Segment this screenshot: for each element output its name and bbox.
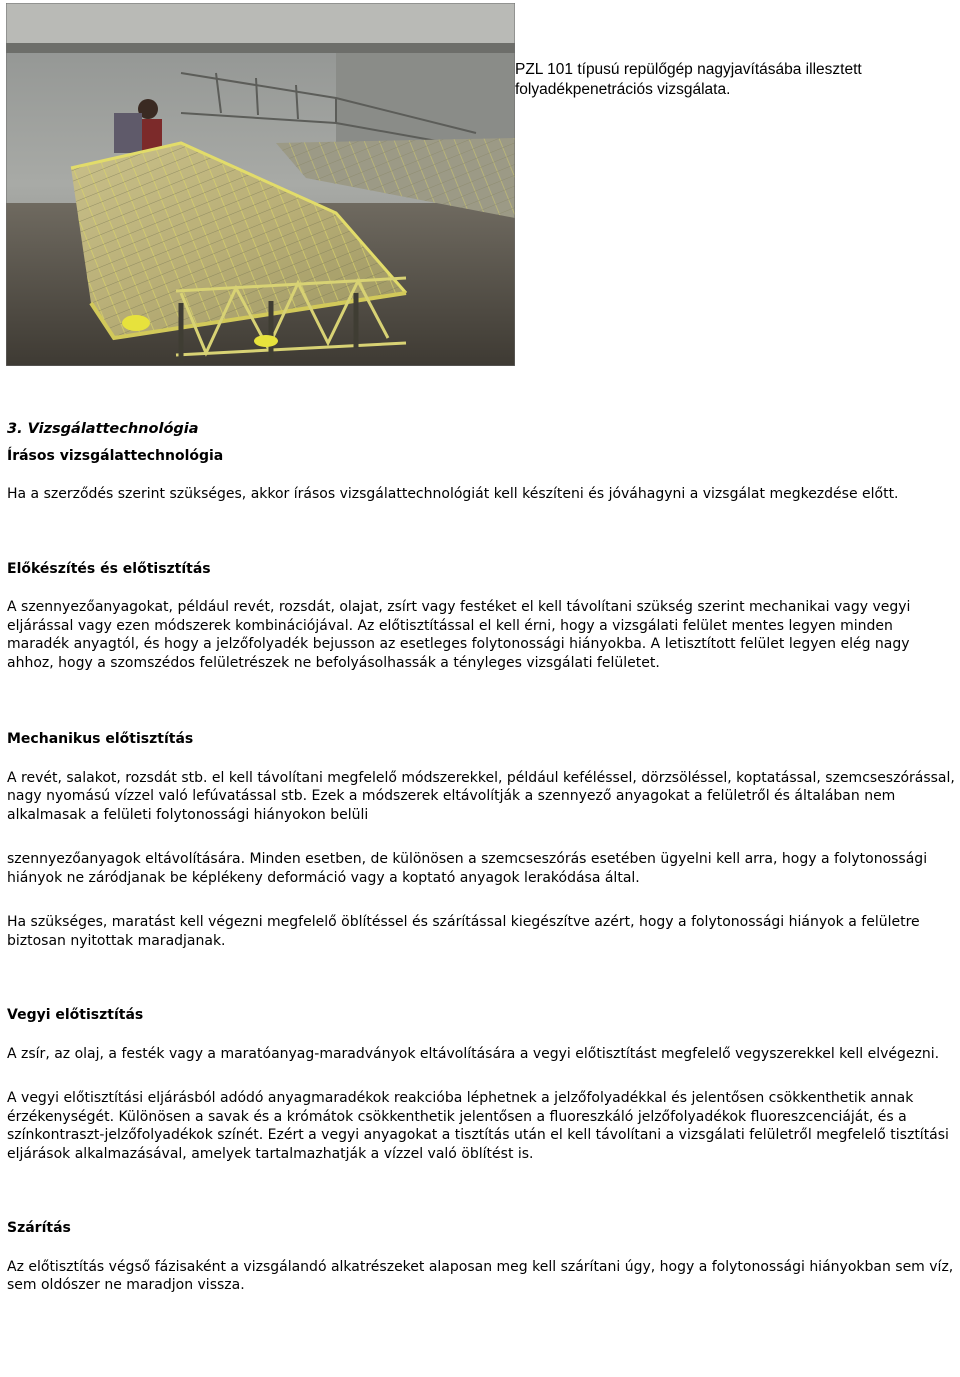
mech-heading: Mechanikus előtisztítás <box>7 731 194 747</box>
section-subtitle: Írásos vizsgálattechnológia <box>7 447 224 464</box>
dry-paragraph: Az előtisztítás végső fázisaként a vizsgálandó alkatrészeket alaposan meg kell szárítani úgy, hogy a folytonossági hiányokban sem víz, sem oldószer ne maradjon vissza. <box>7 1258 954 1293</box>
chem-heading: Vegyi előtisztítás <box>7 1007 144 1023</box>
photo-caption <box>515 60 955 100</box>
mech-paragraph-3: Ha szükséges, maratást kell végezni megfelelő öblítéssel és szárítással kiegészítve azért, hogy a folytonossági hiányok a felületre biztosan nyitottak maradjanak. <box>7 914 920 949</box>
prep-paragraph: A szennyezőanyagokat, például revét, rozsdát, olajat, zsírt vagy festéket el kell távolítani szükség szerint mechanikai vagy vegyi eljárással vagy ezen módszerek kombinációjával. Az előtisztítással el kell érni, hogy a vizsgálati felület mentes legyen minden maradék anyagtól, és hogy a jelzőfolyadék bejusson az esetleges folytonossági hiányokba. A letisztított felület legyen elég nagy ahhoz, hogy a szomszédos felületrészek ne befolyásolhassák a tényleges vizsgálati felületet. <box>7 599 911 671</box>
mech-paragraph-2: szennyezőanyagok eltávolítására. Minden esetben, de különösen a szemcseszórás esetében ügyelni kell arra, hogy a folytonossági hiányok ne záródjanak be képlékeny deformáció vagy a koptató anyagok lerakódása által. <box>7 851 928 886</box>
section-title: 3. Vizsgálattechnológia <box>7 421 199 437</box>
chem-paragraph-1: A zsír, az olaj, a festék vagy a maratóanyag-maradványok eltávolítására a vegyi előtisztítást megfelelő vegyszerekkel kell elvégezni. <box>7 1045 940 1062</box>
caption-line-2: folyadékpenetrációs vizsgálata. <box>515 81 731 98</box>
chem-paragraph-2: A vegyi előtisztítási eljárásból adódó anyagmaradékok reakcióba léphetnek a jelzőfolyadékkal és jelentősen csökkenthetik annak érzékenységét. Különösen a savak és a krómátok csökkenthetik jelentősen a fluoreszkáló jelzőfolyadékok fluoreszcenciáját, és a színkontraszt-jelzőfolyadékok színét. Ezért a vegyi anyagokat a tisztítás után el kell távolítani a vizsgálati felületről megfelelő tisztítási eljárások alkalmazásával, amelyek tartalmazhatják a vízzel való öblítést is. <box>7 1090 949 1162</box>
mech-paragraph-1: A revét, salakot, rozsdát stb. el kell távolítani megfelelő módszerekkel, például keféléssel, dörzsöléssel, koptatással, szemcseszórással, nagy nyomású vízzel való lefúvatással stb. Ezek a módszerek eltávolítják a szennyező anyagokat a felületről és általában nem alkalmasak a felületi folytonossági hiányokon belüli <box>7 769 955 823</box>
document-body <box>7 420 959 1295</box>
prep-heading: Előkészítés és előtisztítás <box>7 560 211 577</box>
intro-paragraph: Ha a szerződés szerint szükséges, akkor írásos vizsgálattechnológiát kell készíteni és jóváhagyni a vizsgálat megkezdése előtt. <box>7 486 899 502</box>
dry-heading: Szárítás <box>7 1220 71 1236</box>
aircraft-wing-repair-photo <box>6 3 515 366</box>
caption-line-1: PZL 101 típusú repülőgép nagyjavításába illesztett <box>515 61 862 78</box>
